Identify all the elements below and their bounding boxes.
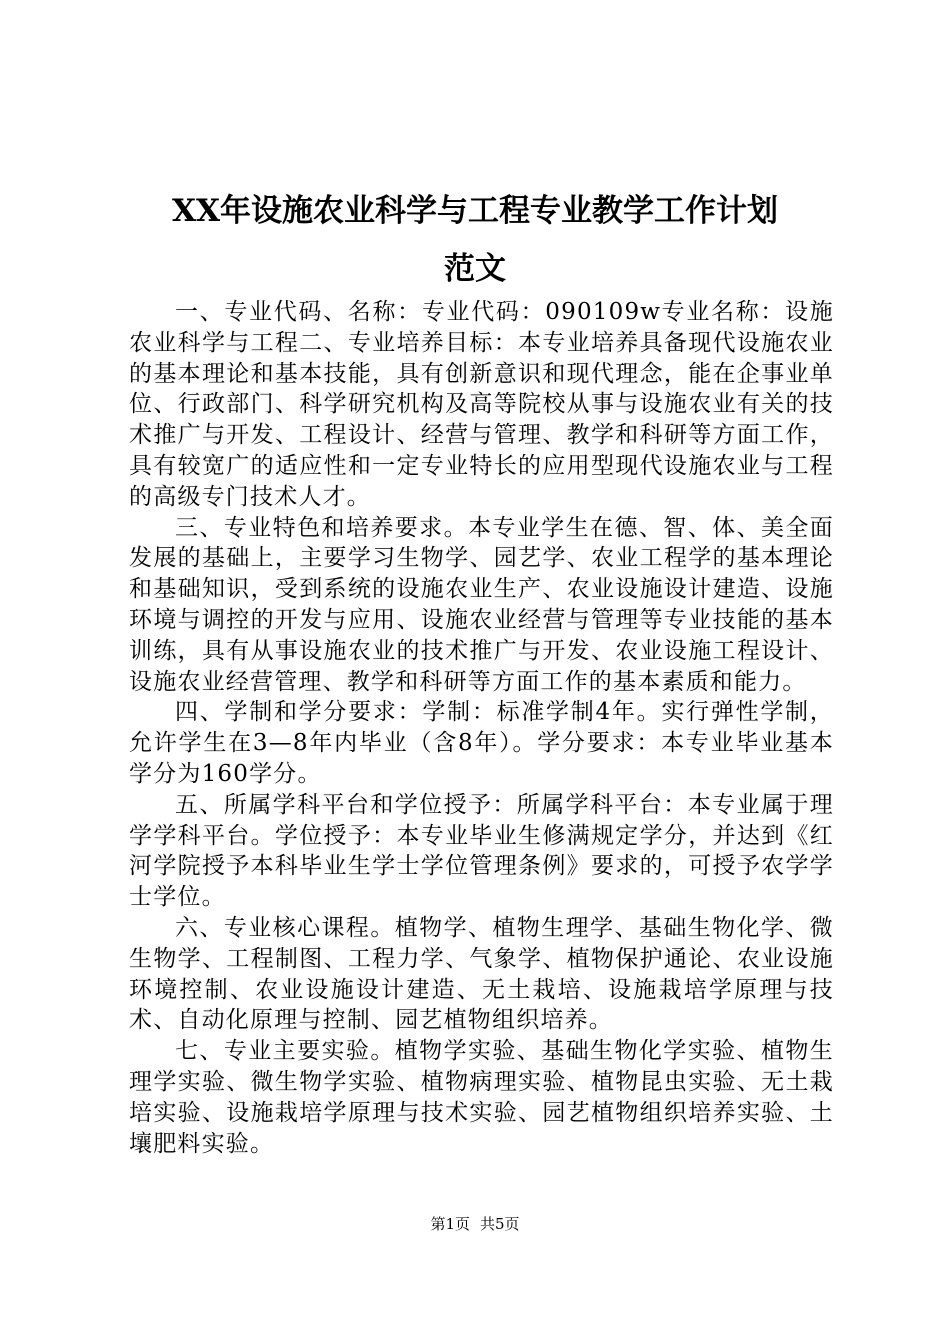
paragraph-features-and-requirements: 三、专业特色和培养要求。本专业学生在德、智、体、美全面发展的基础上，主要学习生物学、园艺学、农业工程学的基本理论和基础知识，受到系统的设施农业生产、农业设施设计建造、设施环境与调控的开发与应用、设施农业经营与管理等专业技能的基本训练，具有从事设施农业的技术推广与开发、农业设施工程设计、设施农业经营管理、教学和科研等方面工作的基本素质和能力。	[129, 514, 834, 695]
paragraph-core-courses: 六、专业核心课程。植物学、植物生理学、基础生物化学、微生物学、工程制图、工程力学、气象学、植物保护通论、农业设施环境控制、农业设施设计建造、无土栽培、设施栽培学原理与技术、自动化原理与控制、园艺植物组织培养。	[129, 914, 834, 1034]
page-number-total: 共5页	[480, 1215, 520, 1233]
document-title-line-1: XX年设施农业科学与工程专业教学工作计划	[171, 193, 779, 229]
paragraph-duration-and-credits: 四、学制和学分要求：学制：标准学制4年。实行弹性学制，允许学生在3—8年内毕业（含8年）。学分要求：本专业毕业基本学分为160学分。	[129, 699, 834, 787]
document-title-line-2: 范文	[444, 251, 506, 287]
paragraph-discipline-and-degree: 五、所属学科平台和学位授予：所属学科平台：本专业属于理学学科平台。学位授予：本专业毕业生修满规定学分，并达到《红河学院授予本科毕业生学士学位管理条例》要求的，可授予农学学士学位。	[129, 791, 834, 911]
document-body	[129, 297, 834, 1159]
page-footer	[0, 1214, 950, 1234]
page-number-current: 第1页	[430, 1215, 470, 1233]
paragraph-major-code-and-goals: 一、专业代码、名称：专业代码：090109w专业名称：设施农业科学与工程二、专业培养目标：本专业培养具备现代设施农业的基本理论和基本技能，具有创新意识和现代理念，能在企事业单位、行政部门、科学研究机构及高等院校从事与设施农业有关的技术推广与开发、工程设计、经营与管理、教学和科研等方面工作，具有较宽广的适应性和一定专业特长的应用型现代设施农业与工程的高级专门技术人才。	[129, 299, 834, 510]
paragraph-main-experiments: 七、专业主要实验。植物学实验、基础生物化学实验、植物生理学实验、微生物学实验、植物病理实验、植物昆虫实验、无土栽培实验、设施栽培学原理与技术实验、园艺植物组织培养实验、土壤肥料实验。	[129, 1038, 834, 1157]
